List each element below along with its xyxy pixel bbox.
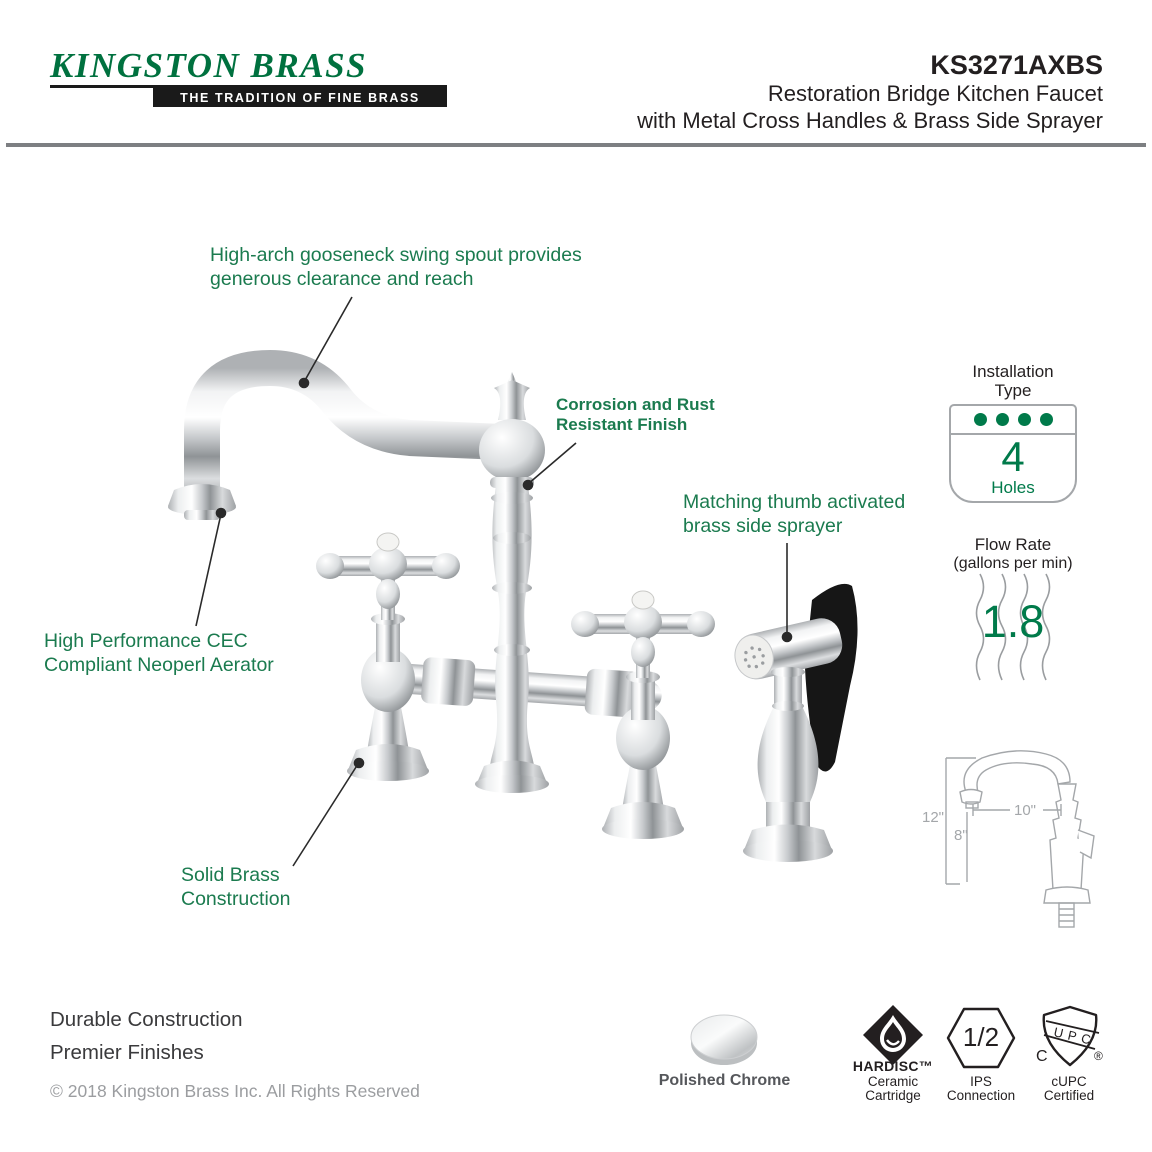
right-cross-handle: [571, 591, 715, 839]
mounting-holes-icon: [951, 406, 1075, 435]
center-column: [475, 372, 549, 793]
spec-sheet: KINGSTON BRASS THE TRADITION OF FINE BRASS KS3271AXBS Restoration Bridge Kitchen Faucet with Metal Cross Handles & Brass Side Sprayer High-arch gooseneck swing spout provides generous clearance and reach Corrosion and Rust Resistant Finish Matching thumb activated brass side sprayer High Performance CEC Compliant Neoperl Aerator Solid Brass Construction Installation Type 4 Holes Flow Rate (gallons per min) 1.8 12" 8" 10" Durable Construction Premier Finishes © 2018 Kingston Brass Inc. All Rights Reserved Polished Chrome HARDISC™ Ceramic Cartridge 1/2 IPS Connection UPC C ® cUPC Certified: [0, 0, 1152, 1152]
product-title-line2: with Metal Cross Handles & Brass Side Sprayer: [637, 108, 1103, 133]
feature-durable: Durable Construction: [50, 1008, 243, 1031]
dim-spout-height: 8": [954, 827, 968, 844]
callout-finish: Corrosion and Rust Resistant Finish: [556, 395, 715, 434]
header-product-info: [503, 50, 1103, 134]
cupc-c-mark: C: [1036, 1048, 1048, 1065]
installation-type-box: [949, 404, 1077, 503]
holes-label: Holes: [991, 478, 1035, 497]
callout-brass: Solid Brass Construction: [181, 864, 291, 910]
left-cross-handle: [316, 533, 460, 781]
callout-aerator: High Performance CEC Compliant Neoperl Aerator: [44, 630, 274, 676]
feature-finishes: Premier Finishes: [50, 1041, 204, 1064]
dim-spout-reach: 10": [1014, 802, 1037, 819]
polished-chrome-swatch: [688, 1012, 760, 1070]
brand-tagline: THE TRADITION OF FINE BRASS: [153, 88, 447, 107]
connection-size: 1/2: [962, 1022, 1000, 1052]
installation-type-label: Installation Type: [972, 362, 1054, 400]
hardisc-brand: HARDISC™: [852, 1058, 934, 1074]
dimension-diagram: [920, 742, 1120, 937]
registered-mark: ®: [1094, 1049, 1103, 1063]
dim-overall-height: 12": [922, 809, 945, 826]
copyright-text: © 2018 Kingston Brass Inc. All Rights Reserved: [50, 1081, 420, 1101]
header-divider: [6, 143, 1146, 147]
callout-sprayer: Matching thumb activated brass side sprayer: [683, 491, 906, 537]
callout-spout: High-arch gooseneck swing spout provides generous clearance and reach: [210, 244, 582, 290]
gooseneck-spout: [168, 368, 502, 520]
brand-logo: KINGSTON BRASS: [50, 46, 367, 85]
side-sprayer: [730, 584, 857, 862]
flow-rate-value: 1.8: [981, 596, 1045, 647]
holes-count: 4: [1001, 433, 1025, 480]
product-title-line1: Restoration Bridge Kitchen Faucet: [767, 81, 1103, 106]
flow-rate-label: Flow Rate (gallons per min): [953, 535, 1073, 572]
faucet-photo: [140, 330, 900, 890]
finish-name: Polished Chrome: [658, 1072, 791, 1089]
product-model: KS3271AXBS: [930, 50, 1103, 80]
upc-band-text: UPC: [1052, 1024, 1098, 1049]
